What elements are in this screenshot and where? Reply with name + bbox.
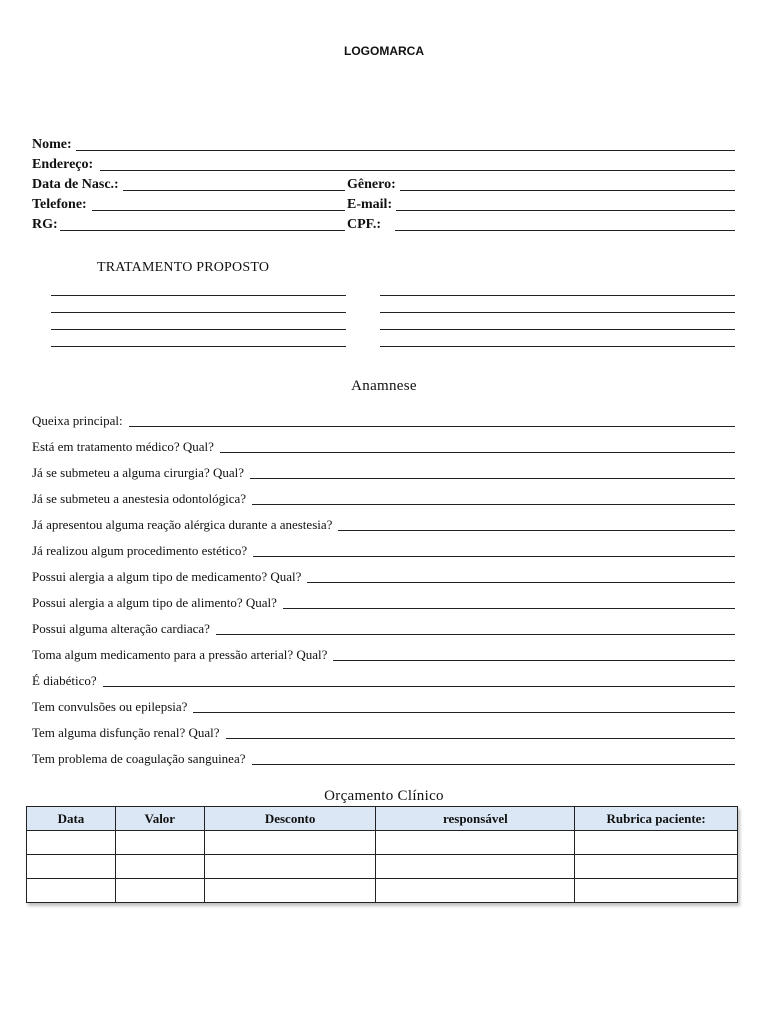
column-header-value: Valor [115, 807, 204, 831]
anamnese-answer-field[interactable] [103, 686, 735, 687]
anamnese-question-row [32, 438, 735, 456]
name-row [32, 134, 735, 154]
anamnese-question-row [32, 724, 735, 742]
budget-title: Orçamento Clínico [324, 788, 444, 804]
treatment-line[interactable] [380, 295, 735, 296]
treatment-line[interactable] [51, 329, 346, 330]
table-cell[interactable] [376, 879, 575, 903]
rg-field[interactable] [60, 230, 345, 231]
anamnese-answer-field[interactable] [226, 738, 735, 739]
gender-label: Gênero: [347, 177, 396, 192]
anamnese-answer-field[interactable] [250, 478, 735, 479]
anamnese-question-row [32, 646, 735, 664]
treatment-line[interactable] [380, 346, 735, 347]
address-label: Endereço: [32, 157, 94, 172]
anamnese-question-row [32, 464, 735, 482]
treatment-title: TRATAMENTO PROPOSTO [97, 260, 270, 275]
table-row [27, 879, 738, 903]
table-cell[interactable] [204, 831, 376, 855]
birth-date-field[interactable] [123, 190, 345, 191]
cpf-label: CPF.: [347, 217, 382, 232]
anamnese-question-label: Tem problema de coagulação sanguinea? [32, 751, 246, 766]
treatment-line[interactable] [380, 312, 735, 313]
phone-email-row [32, 194, 735, 214]
anamnese-question-label: Possui alergia a algum tipo de medicamento? Qual? [32, 569, 302, 584]
budget-header-row [27, 807, 738, 831]
treatment-line[interactable] [51, 312, 346, 313]
anamnese-question-row [32, 412, 735, 430]
column-header-date: Data [27, 807, 116, 831]
email-field[interactable] [396, 210, 735, 211]
table-cell[interactable] [575, 879, 738, 903]
anamnese-answer-field[interactable] [252, 504, 735, 505]
treatment-line[interactable] [51, 295, 346, 296]
anamnese-question-row [32, 698, 735, 716]
table-cell[interactable] [204, 879, 376, 903]
anamnese-question-label: Já se submeteu a anestesia odontológica? [32, 491, 247, 506]
table-cell[interactable] [115, 831, 204, 855]
anamnese-question-label: Tem convulsões ou epilepsia? [32, 699, 188, 714]
anamnese-question-label: Toma algum medicamento para a pressão arterial? Qual? [32, 647, 328, 662]
table-cell[interactable] [27, 831, 116, 855]
table-cell[interactable] [115, 855, 204, 879]
column-header-responsible: responsável [376, 807, 575, 831]
table-cell[interactable] [27, 879, 116, 903]
anamnese-question-row [32, 490, 735, 508]
table-cell[interactable] [115, 879, 204, 903]
anamnese-question-label: Está em tratamento médico? Qual? [32, 439, 214, 454]
anamnese-answer-field[interactable] [193, 712, 735, 713]
anamnese-answer-field[interactable] [253, 556, 735, 557]
anamnese-question-label: Queixa principal: [32, 413, 123, 428]
table-cell[interactable] [575, 855, 738, 879]
table-cell[interactable] [376, 831, 575, 855]
anamnese-answer-field[interactable] [129, 426, 735, 427]
table-cell[interactable] [376, 855, 575, 879]
address-field[interactable] [100, 170, 735, 171]
anamnese-question-label: Já se submeteu a alguma cirurgia? Qual? [32, 465, 245, 480]
table-cell[interactable] [204, 855, 376, 879]
name-label: Nome: [32, 137, 72, 152]
table-cell[interactable] [575, 831, 738, 855]
anamnese-answer-field[interactable] [307, 582, 735, 583]
treatment-line[interactable] [380, 329, 735, 330]
birth-gender-row [32, 174, 735, 194]
anamnese-question-row [32, 542, 735, 560]
table-row [27, 855, 738, 879]
anamnese-question-label: Possui alergia a algum tipo de alimento? Qual? [32, 595, 277, 610]
anamnese-question-label: Possui alguma alteração cardiaca? [32, 621, 210, 636]
logo-placeholder: LOGOMARCA [344, 44, 424, 58]
anamnese-question-label: Tem alguma disfunção renal? Qual? [32, 725, 220, 740]
column-header-discount: Desconto [204, 807, 376, 831]
rg-label: RG: [32, 217, 58, 232]
anamnese-answer-field[interactable] [333, 660, 735, 661]
phone-field[interactable] [92, 210, 345, 211]
phone-label: Telefone: [32, 197, 87, 212]
gender-field[interactable] [400, 190, 735, 191]
cpf-field[interactable] [395, 230, 735, 231]
budget-table [26, 806, 738, 903]
table-cell[interactable] [27, 855, 116, 879]
anamnese-question-row [32, 620, 735, 638]
address-row [32, 154, 735, 174]
anamnese-title: Anamnese [351, 378, 417, 394]
table-row [27, 831, 738, 855]
anamnese-question-row [32, 568, 735, 586]
anamnese-question-row [32, 750, 735, 768]
anamnese-question-label: Já realizou algum procedimento estético? [32, 543, 248, 558]
name-field[interactable] [76, 150, 735, 151]
anamnese-answer-field[interactable] [283, 608, 735, 609]
anamnese-answer-field[interactable] [216, 634, 735, 635]
rg-cpf-row [32, 214, 735, 234]
anamnese-answer-field[interactable] [220, 452, 735, 453]
birth-date-label: Data de Nasc.: [32, 177, 119, 192]
email-label: E-mail: [347, 197, 393, 212]
anamnese-question-row [32, 594, 735, 612]
column-header-patient-signature: Rubrica paciente: [575, 807, 738, 831]
anamnese-question-label: Já apresentou alguma reação alérgica durante a anestesia? [32, 517, 333, 532]
anamnese-answer-field[interactable] [338, 530, 735, 531]
treatment-line[interactable] [51, 346, 346, 347]
anamnese-question-label: É diabético? [32, 673, 97, 688]
anamnese-question-row [32, 672, 735, 690]
anamnese-question-row [32, 516, 735, 534]
anamnese-answer-field[interactable] [252, 764, 735, 765]
